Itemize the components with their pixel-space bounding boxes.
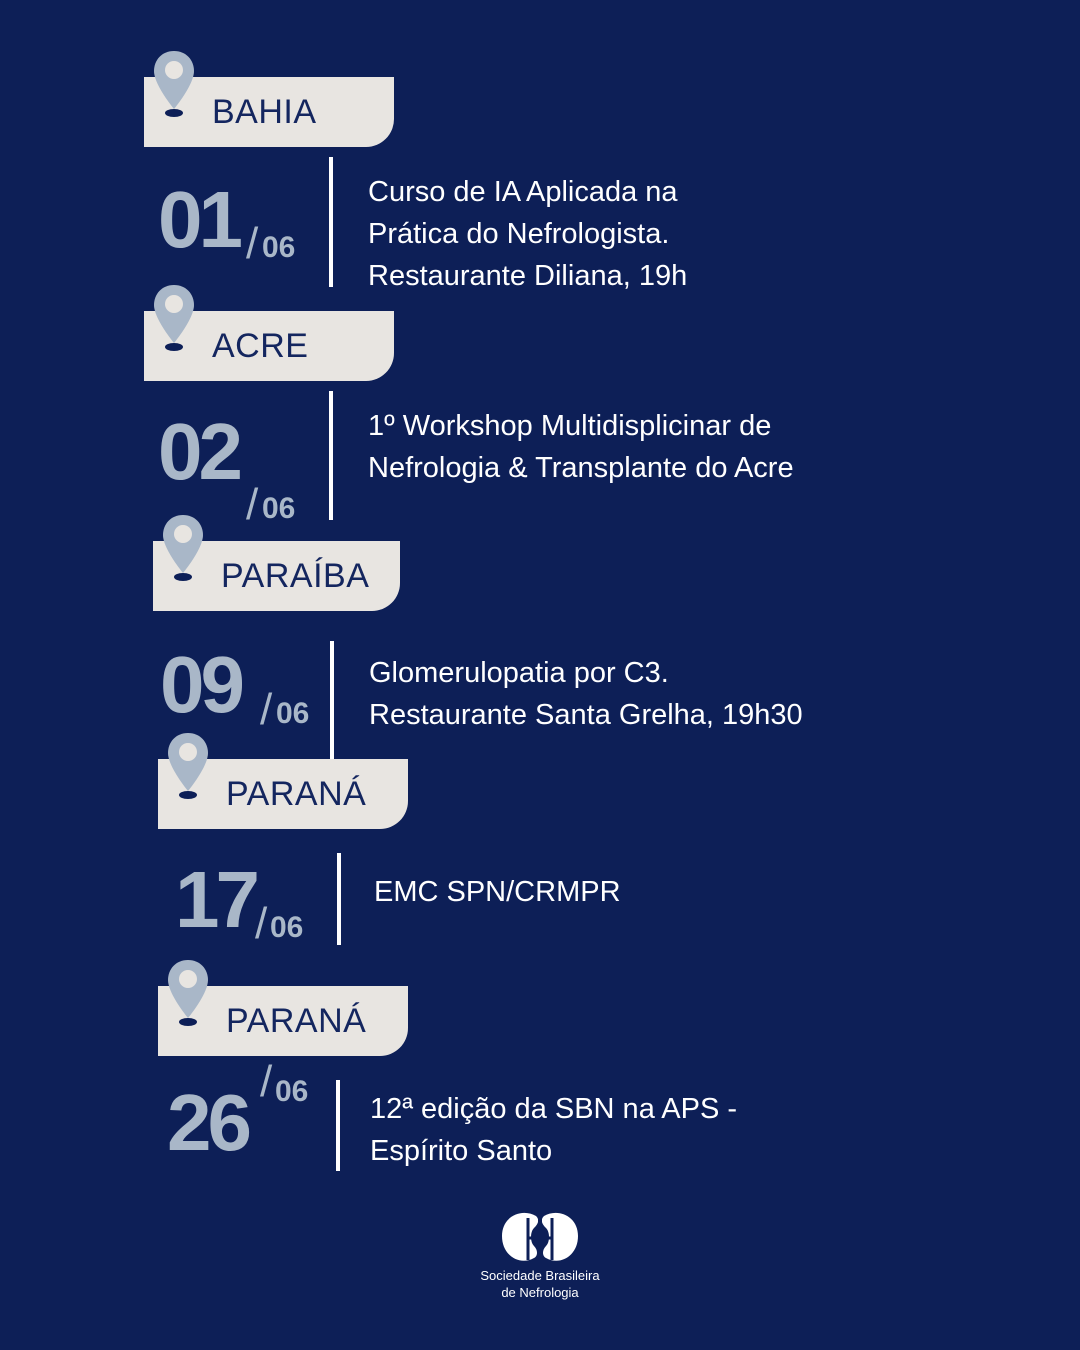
- event-month: 06: [275, 1075, 309, 1108]
- org-name-line2: de Nefrologia: [501, 1285, 579, 1300]
- event-description: Curso de IA Aplicada na Prática do Nefrologista. Restaurante Diliana, 19h: [368, 176, 688, 292]
- timeline-divider: [336, 1080, 340, 1171]
- event-description: Glomerulopatia por C3. Restaurante Santa Grelha, 19h30: [369, 657, 803, 731]
- timeline-divider: [329, 391, 333, 520]
- event-month: 06: [276, 697, 310, 730]
- event-month: 06: [270, 911, 304, 944]
- map-pin-icon: [166, 958, 210, 1030]
- map-pin-icon: [152, 283, 196, 355]
- state-name: ACRE: [212, 327, 309, 365]
- kidney-logo-icon: [500, 1210, 580, 1266]
- state-tag: [144, 77, 394, 147]
- map-pin-icon: [166, 731, 210, 803]
- date-slash: /: [260, 1057, 273, 1106]
- state-name: PARANÁ: [226, 1002, 367, 1040]
- date-slash: /: [260, 685, 273, 734]
- timeline-divider: [337, 853, 341, 945]
- event-day: 26: [167, 1078, 248, 1167]
- state-name: PARANÁ: [226, 775, 367, 813]
- event-month: 06: [262, 492, 296, 525]
- timeline-divider: [330, 641, 334, 761]
- event-day: 01: [158, 175, 239, 264]
- state-tag: [153, 541, 400, 611]
- event-day: 02: [158, 407, 239, 496]
- event-description: 12ª edição da SBN na APS - Espírito Santo: [370, 1093, 738, 1167]
- date-slash: /: [246, 480, 259, 529]
- event-month: 06: [262, 231, 296, 264]
- map-pin-icon: [152, 49, 196, 121]
- timeline-divider: [329, 157, 333, 287]
- state-name: BAHIA: [212, 93, 317, 131]
- state-name: PARAÍBA: [221, 557, 370, 595]
- state-tag: [158, 759, 408, 829]
- date-slash: /: [255, 899, 268, 948]
- date-slash: /: [246, 219, 259, 268]
- state-tag: [158, 986, 408, 1056]
- state-tag: [144, 311, 394, 381]
- event-day: 17: [175, 855, 256, 944]
- event-description: EMC SPN/CRMPR: [374, 876, 621, 908]
- org-name-line1: Sociedade Brasileira: [480, 1268, 600, 1283]
- event-description: 1º Workshop Multidisplicinar de Nefrologia & Transplante do Acre: [368, 410, 794, 484]
- event-day: 09: [160, 640, 241, 729]
- map-pin-icon: [161, 513, 205, 585]
